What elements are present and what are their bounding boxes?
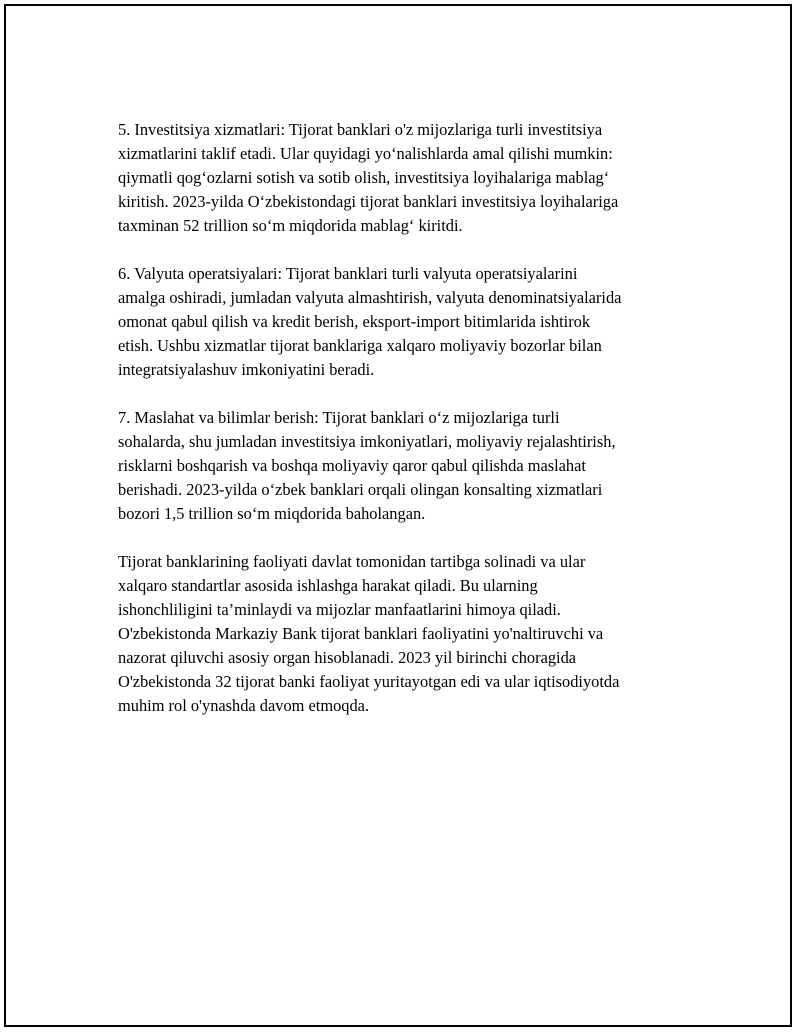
paragraph-regulation: Tijorat banklarining faoliyati davlat tomonidan tartibga solinadi va ular xalqaro standartlar asosida ishlashga harakat qiladi. Bu ularning ishonchliligini ta’minlaydi va mijozlar manfaatlarini himoya qiladi. O'zbekistonda Markaziy Bank tijorat banklari faoliyatini yo'naltiruvchi va nazorat qiluvchi asosiy organ hisoblanadi. 2023 yil birinchi choragida O'zbekistonda 32 tijorat banki faoliyat yuritayotgan edi va ular iqtisodiyotda muhim rol o'ynashda davom etmoqda. (118, 552, 620, 715)
paragraph-currency-operations: 6. Valyuta operatsiyalari: Tijorat banklari turli valyuta operatsiyalarini amalga oshiradi, jumladan valyuta almashtirish, valyuta denominatsiyalarida omonat qabul qilish va kredit berish, eksport-import bitimlarida ishtirok etish. Ushbu xizmatlar tijorat banklariga xalqaro moliyaviy bozorlar bilan integratsiyalashuv imkoniyatini beradi. (118, 264, 622, 379)
paragraph-consulting: 7. Maslahat va bilimlar berish: Tijorat banklari o‘z mijozlariga turli sohalarda, shu jumladan investitsiya imkoniyatlari, moliyaviy rejalashtirish, risklarni boshqarish va boshqa moliyaviy qaror qabul qilishda maslahat berishadi. 2023-yilda o‘zbek banklari orqali olingan konsalting xizmatlari bozori 1,5 trillion so‘m miqdorida baholangan. (118, 408, 616, 523)
document-body (118, 118, 698, 742)
paragraph-investment-services: 5. Investitsiya xizmatlari: Tijorat banklari o'z mijozlariga turli investitsiya xizmatlarini taklif etadi. Ular quyidagi yo‘nalishlarda amal qilishi mumkin: qiymatli qog‘ozlarni sotish va sotib olish, investitsiya loyihalariga mablag‘ kiritish. 2023-yilda O‘zbekistondagi tijorat banklari investitsiya loyihalariga taxminan 52 trillion so‘m miqdorida mablag‘ kiritdi. (118, 120, 619, 235)
